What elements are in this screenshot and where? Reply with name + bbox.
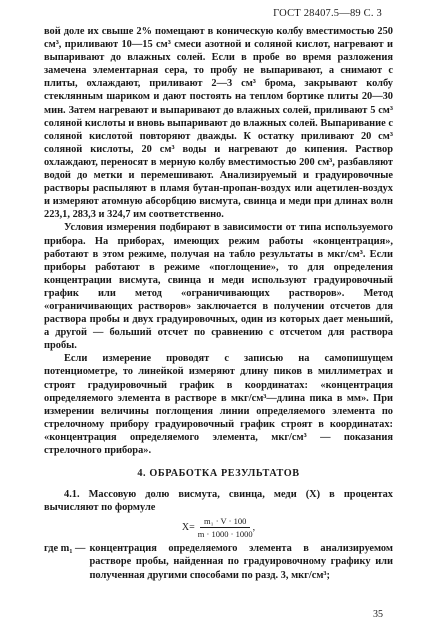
section-title: 4. ОБРАБОТКА РЕЗУЛЬТАТОВ	[137, 468, 300, 480]
running-header: ГОСТ 28407.5—89 С. 3	[273, 8, 382, 19]
definition-label: где m₁ —	[44, 543, 86, 555]
page-number: 35	[373, 609, 383, 620]
formula-fraction	[198, 516, 253, 539]
definition-m1	[44, 542, 393, 581]
paragraph-recorder: Если измерение проводят с записью на самопишущем потенциометре, то линейкой измеряют длину пиков в миллиметрах и строят градуировочный график в координатах: «концентрация определяемого элемента в растворе в мкг/см³—длина пика в мм». При измерении величины поглощения линии определяемого элемента по стрелочному прибору градуировочный график строят в координатах: «концентрация определяемого элемента, мкг/см³ — показания стрелочного прибора».	[44, 353, 393, 456]
definition-text: концентрация определяемого элемента в анализируемом растворе пробы, найденная по градуировочному графику или полученная другими способами по разд. 3, мкг/см³;	[89, 543, 393, 581]
formula-numerator: m₁ · V · 100	[200, 516, 250, 528]
paragraph-continuation: вой доле их свыше 2% помещают в коническую колбу вместимостью 250 см³, приливают 10—15 см³ смеси азотной и соляной кислот, нагревают и выпаривают до влажных солей. Если в пробе во время разложения замечена элементарная сера, то пробу не выпаривают, а снимают с плиты, охлаждают, приливают 2—3 см³ брома, закрывают колбу стеклянным шариком и дают постоять на теплом бортике плиты 20—30 мин. Затем нагревают и выпаривают до влажных солей, приливают 5 см³ соляной кислоты и вновь выпаривают до влажных солей. Выпаривание с соляной кислотой повторяют дважды. К остатку приливают 20 см³ соляной кислоты, 20 см³ воды и нагревают до кипения. Раствор охлаждают, переносят в мерную колбу вместимостью 200 см³, разбавляют водой до метки и перемешивают. Анализируемый и градуировочные растворы распыляют в пламя бутан-пропан-воздух или ацетилен-воздух и измеряют атомную абсорбцию висмута, свинца и меди при длинах волн 223,1, 283,3 и 324,7 им соответственно.	[44, 26, 393, 221]
paragraph-measurement-conditions: Условия измерения подбирают в зависимости от типа используемого прибора. На приборах, имеющих режим работы «концентрация», работают в этом режиме, получая на табло результаты в мкг/см³. Если приборы работают в режиме «поглощение», то для определения концентрации висмута, свинца и меди используют градуировочный график или метод «ограничивающих растворов». Метод «ограничивающих растворов» заключается в получении отсчетов для раствора пробы и двух градуировочных, один из которых дает меньший, а другой — больший отсчет по сравнению с отсчетом для раствора пробы.	[44, 222, 393, 352]
formula-denominator: m · 1000 · 1000	[197, 529, 253, 540]
paragraph-4-1: 4.1. Массовую долю висмута, свинца, меди (X) в процентах вычисляют по формуле	[44, 489, 393, 514]
formula	[44, 516, 393, 539]
formula-trail: ,	[252, 522, 256, 534]
body-text	[44, 25, 393, 582]
formula-lhs: X=	[181, 522, 195, 534]
